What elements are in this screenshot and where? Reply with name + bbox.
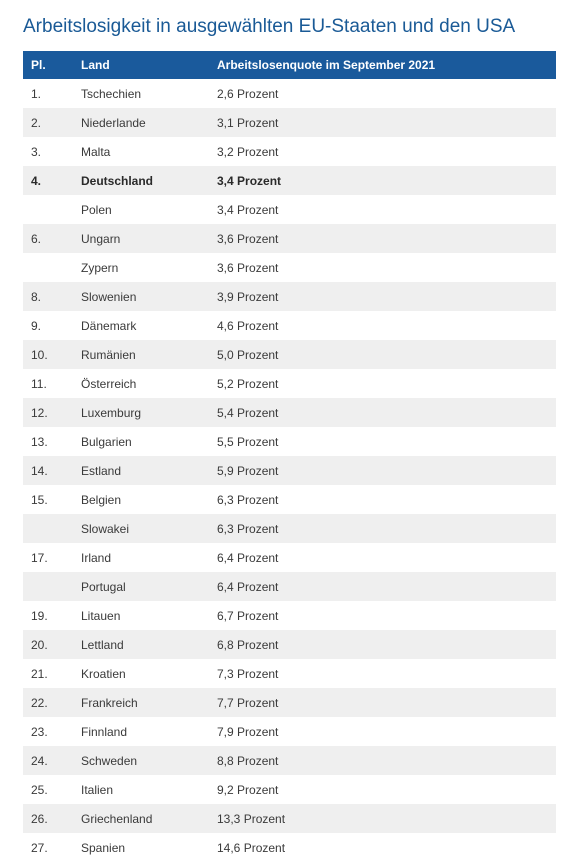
cell-rate: 6,8 Prozent (217, 637, 279, 652)
table-row (23, 630, 556, 659)
table-row (23, 485, 556, 514)
cell-rank: 11. (31, 376, 47, 391)
cell-rate: 5,9 Prozent (217, 463, 279, 478)
cell-rank: 2. (31, 115, 42, 130)
cell-rank: 19. (31, 608, 48, 623)
table-row (23, 166, 556, 195)
unemployment-table (23, 51, 556, 862)
cell-rate: 6,3 Prozent (217, 492, 279, 507)
cell-rank (23, 572, 81, 601)
cell-rank: 15. (31, 492, 48, 507)
table-row (23, 833, 556, 862)
cell-rate: 3,4 Prozent (217, 173, 282, 188)
table-row (23, 514, 556, 543)
cell-country: Schweden (81, 753, 138, 768)
table-row (23, 543, 556, 572)
cell-rank: 13. (31, 434, 48, 449)
table-row (23, 572, 556, 601)
cell-rate: 3,6 Prozent (217, 260, 279, 275)
cell-rate: 6,7 Prozent (217, 608, 279, 623)
cell-rank: 9. (31, 318, 42, 333)
cell-rate: 5,5 Prozent (217, 434, 279, 449)
cell-country: Slowenien (81, 289, 137, 304)
table-row (23, 340, 556, 369)
table-row (23, 369, 556, 398)
table-row (23, 253, 556, 282)
cell-rank: 1. (31, 86, 42, 101)
table-row (23, 79, 556, 108)
cell-rank: 20. (31, 637, 48, 652)
table-row (23, 746, 556, 775)
table-row (23, 224, 556, 253)
column-header-rate: Arbeitslosenquote im September 2021 (217, 58, 436, 72)
cell-rank: 3. (31, 144, 42, 159)
cell-country: Griechenland (81, 811, 153, 826)
cell-country: Italien (81, 782, 114, 797)
cell-rate: 2,6 Prozent (217, 86, 279, 101)
cell-country: Litauen (81, 608, 121, 623)
cell-rank: 25. (31, 782, 48, 797)
table-row (23, 601, 556, 630)
cell-rate: 14,6 Prozent (217, 840, 286, 855)
cell-rank (23, 253, 81, 282)
table-header-row (23, 51, 556, 79)
table-row (23, 311, 556, 340)
cell-country: Tschechien (81, 86, 142, 101)
table-row (23, 427, 556, 456)
cell-country: Rumänien (81, 347, 136, 362)
cell-country: Lettland (81, 637, 124, 652)
cell-rank: 6. (31, 231, 42, 246)
cell-rank: 10. (31, 347, 48, 362)
cell-country: Spanien (81, 840, 126, 855)
cell-rank (23, 195, 81, 224)
table-row (23, 659, 556, 688)
unemployment-table-container (23, 51, 556, 862)
cell-rate: 8,8 Prozent (217, 753, 279, 768)
cell-rank: 22. (31, 695, 48, 710)
cell-country: Finnland (81, 724, 128, 739)
cell-country: Ungarn (81, 231, 121, 246)
column-header-rank: Pl. (31, 58, 46, 72)
cell-rank: 23. (31, 724, 48, 739)
cell-rate: 6,4 Prozent (217, 550, 279, 565)
cell-country: Frankreich (81, 695, 138, 710)
table-row (23, 398, 556, 427)
cell-rate: 3,2 Prozent (217, 144, 279, 159)
cell-country: Slowakei (81, 521, 130, 536)
cell-country: Irland (81, 550, 112, 565)
cell-rate: 7,9 Prozent (217, 724, 279, 739)
table-row (23, 775, 556, 804)
cell-country: Polen (81, 202, 112, 217)
cell-rank: 12. (31, 405, 48, 420)
cell-country: Estland (81, 463, 122, 478)
table-row (23, 804, 556, 833)
cell-rate: 5,0 Prozent (217, 347, 279, 362)
cell-rank: 24. (31, 753, 48, 768)
column-header-country: Land (81, 58, 110, 72)
cell-rate: 3,9 Prozent (217, 289, 279, 304)
cell-rate: 4,6 Prozent (217, 318, 279, 333)
table-row (23, 137, 556, 166)
cell-rank: 14. (31, 463, 48, 478)
cell-rank: 8. (31, 289, 42, 304)
cell-rate: 6,4 Prozent (217, 579, 279, 594)
cell-rank: 17. (31, 550, 48, 565)
cell-rank: 27. (31, 840, 48, 855)
page-title: Arbeitslosigkeit in ausgewählten EU-Staaten und den USA (23, 16, 516, 37)
cell-rate: 13,3 Prozent (217, 811, 286, 826)
cell-rate: 3,1 Prozent (217, 115, 279, 130)
cell-country: Kroatien (81, 666, 126, 681)
cell-rate: 6,3 Prozent (217, 521, 279, 536)
cell-country: Deutschland (81, 173, 154, 188)
table-row (23, 108, 556, 137)
cell-rate: 9,2 Prozent (217, 782, 279, 797)
cell-country: Portugal (81, 579, 126, 594)
cell-rate: 7,7 Prozent (217, 695, 279, 710)
table-header (23, 51, 556, 79)
cell-country: Bulgarien (81, 434, 132, 449)
cell-rate: 3,4 Prozent (217, 202, 279, 217)
cell-rank: 21. (31, 666, 48, 681)
cell-rank (23, 514, 81, 543)
cell-rank: 26. (31, 811, 48, 826)
cell-country: Österreich (81, 376, 137, 391)
table-row (23, 195, 556, 224)
cell-rate: 5,4 Prozent (217, 405, 279, 420)
cell-country: Dänemark (81, 318, 137, 333)
table-row (23, 282, 556, 311)
table-row (23, 688, 556, 717)
cell-rate: 7,3 Prozent (217, 666, 279, 681)
cell-country: Niederlande (81, 115, 146, 130)
table-body (23, 79, 556, 862)
cell-country: Malta (81, 144, 111, 159)
table-row (23, 717, 556, 746)
table-row (23, 456, 556, 485)
cell-rate: 5,2 Prozent (217, 376, 279, 391)
cell-rank: 4. (31, 173, 42, 188)
cell-country: Belgien (81, 492, 122, 507)
cell-rate: 3,6 Prozent (217, 231, 279, 246)
cell-country: Luxemburg (81, 405, 142, 420)
cell-country: Zypern (81, 260, 119, 275)
